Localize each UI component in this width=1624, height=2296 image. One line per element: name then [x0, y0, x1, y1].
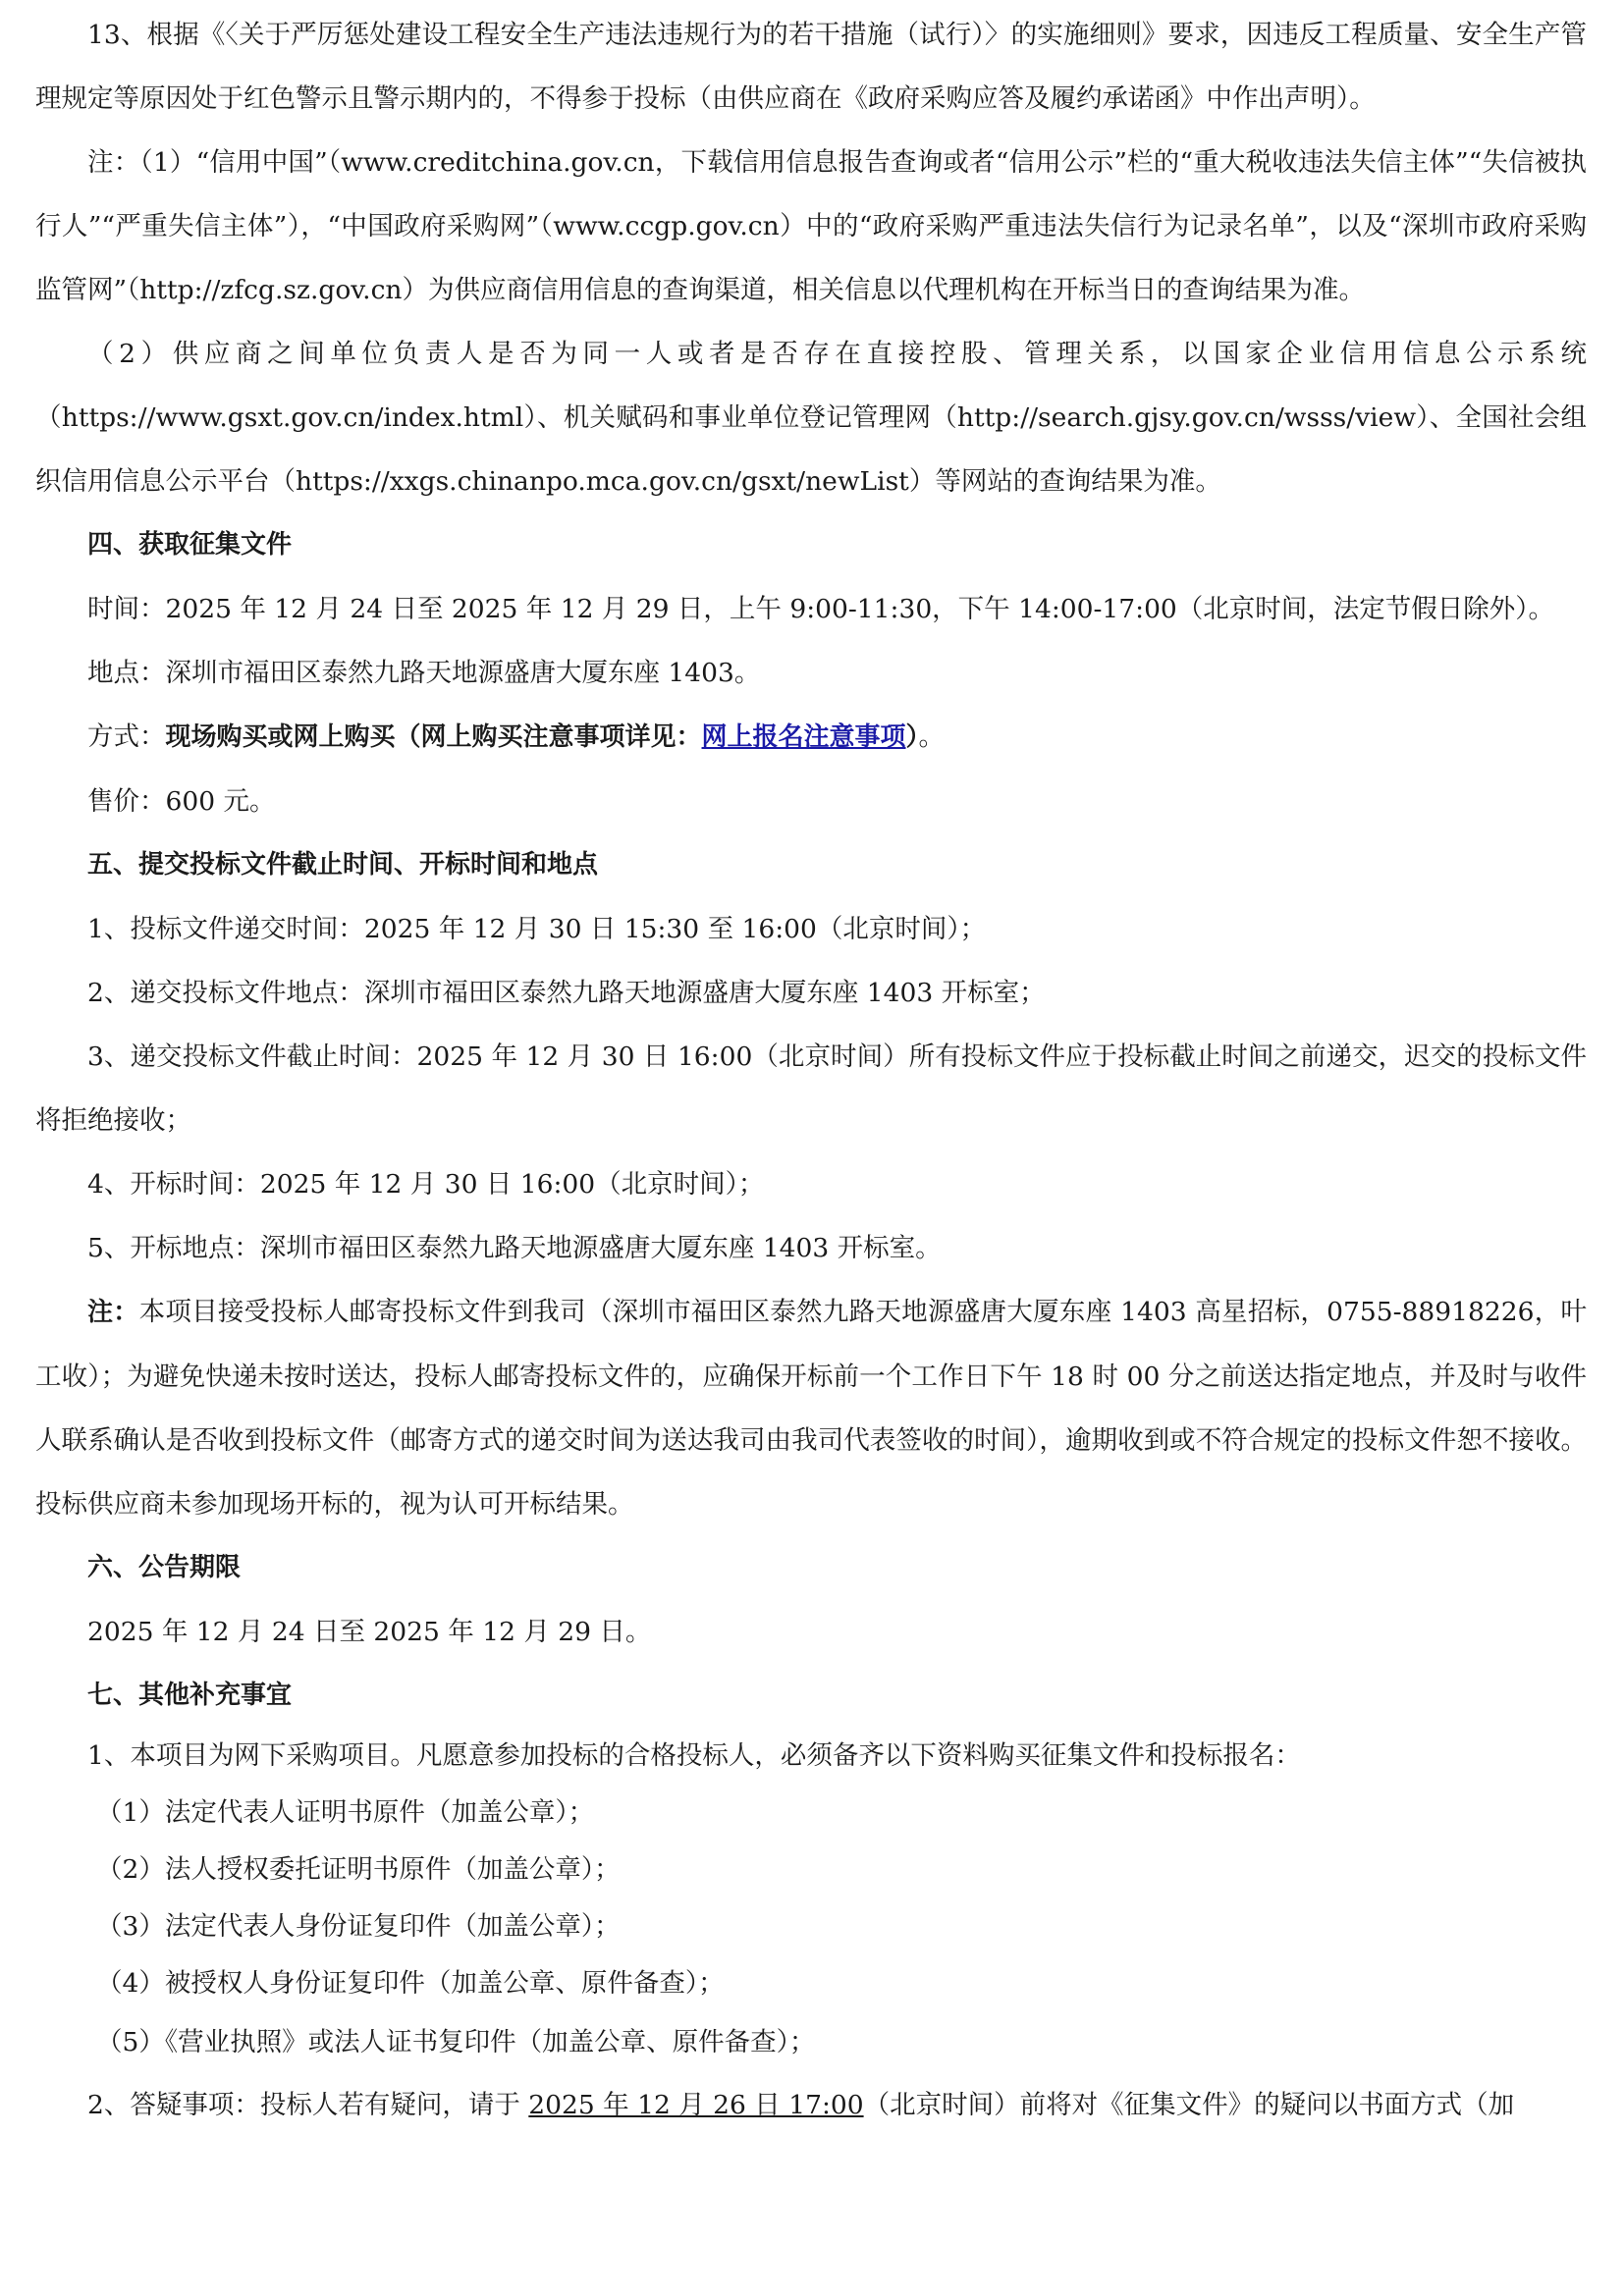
method-end: 。: [918, 721, 946, 752]
submit-time: 1、投标文件递交时间：2025 年 12 月 30 日 15:30 至 16:00（北京时间）；: [87, 914, 987, 944]
clause-13: 13、根据《〈关于严厉惩处建设工程安全生产违法违规行为的若干措施（试行）〉的实施细则》要求，因违反工程质量、安全生产管理规定等原因处于红色警示且警示期内的，不得参于投标（由供应商在《政府采购应答及履约承诺函》中作出声明）。: [35, 20, 1587, 114]
section-4-heading: 四、获取征集文件: [87, 530, 293, 560]
mail-note: [35, 1280, 1587, 1536]
section-6-heading: 六、公告期限: [87, 1553, 242, 1582]
method-text: 现场购买或网上购买（网上购买注意事项详见：: [165, 722, 702, 752]
qa-post: （北京时间）前将对《征集文件》的疑问以书面方式（加: [863, 2090, 1515, 2120]
opening-place: 5、开标地点：深圳市福田区泰然九路天地源盛唐大厦东座 1403 开标室。: [87, 1233, 942, 1263]
note-related-parties: （2）供应商之间单位负责人是否为同一人或者是否存在直接控股、管理关系，以国家企业信用信息公示系统（https://www.gsxt.gov.cn/index.html）、机关赋码和事业单位登记管理网（http://search.gjsy.gov.cn/wsss/view）、全国社会组织信用信息公示平台（https://xxgs.chinanpo.mca.gov.cn/gsxt/newList）等网站的查询结果为准。: [35, 339, 1587, 497]
list-item: （1）法定代表人证明书原件（加盖公章）；: [96, 1797, 595, 1828]
method-close: ）: [905, 722, 919, 752]
qa-date: 2025 年 12 月 26 日 17:00: [528, 2090, 864, 2120]
qa-pre: 2、答疑事项：投标人若有疑问，请于: [87, 2090, 529, 2120]
announcement-period: 2025 年 12 月 24 日至 2025 年 12 月 29 日。: [87, 1617, 652, 1647]
qa-deadline: [35, 2073, 1587, 2137]
list-item: （4）被授权人身份证复印件（加盖公章、原件备查）；: [96, 1968, 725, 1999]
submit-deadline: 3、递交投标文件截止时间：2025 年 12 月 30 日 16:00（北京时间）所有投标文件应于投标截止时间之前递交，迟交的投标文件将拒绝接收；: [35, 1041, 1587, 1136]
acquire-time: 时间：2025 年 12 月 24 日至 2025 年 12 月 29 日，上午 9:00-11:30，下午 14:00-17:00（北京时间，法定节假日除外）。: [87, 594, 1555, 624]
document-page: [35, 0, 1587, 2137]
section-5-heading: 五、提交投标文件截止时间、开标时间和地点: [87, 850, 599, 880]
acquire-place: 地点：深圳市福田区泰然九路天地源盛唐大厦东座 1403。: [87, 658, 761, 688]
section-7-heading: 七、其他补充事宜: [87, 1681, 293, 1710]
online-registration-link[interactable]: 网上报名注意事项: [701, 722, 906, 752]
method-label: 方式：: [87, 721, 166, 752]
offline-procurement-note: 1、本项目为网下采购项目。凡愿意参加投标的合格投标人，必须备齐以下资料购买征集文件和投标报名：: [87, 1740, 1301, 1771]
acquire-price: 售价：600 元。: [87, 786, 276, 817]
list-item: （5）《营业执照》或法人证书复印件（加盖公章、原件备查）；: [96, 2027, 816, 2057]
mail-note-text: 本项目接受投标人邮寄投标文件到我司（深圳市福田区泰然九路天地源盛唐大厦东座 1403 高星招标，0755-88918226，叶工收）；为避免快递未按时送达，投标人邮寄投标文件的，应确保开标前一个工作日下午 18 时 00 分之前送达指定地点，并及时与收件人联系确认是否收到投标文件（邮寄方式的递交时间为送达我司由我司代表签收的时间），逾期收到或不符合规定的投标文件恕不接收。投标供应商未参加现场开标的，视为认可开标结果。: [35, 1297, 1587, 1520]
submit-place: 2、递交投标文件地点：深圳市福田区泰然九路天地源盛唐大厦东座 1403 开标室；: [87, 978, 1046, 1008]
mail-note-label: 注：: [87, 1298, 139, 1327]
list-item: （3）法定代表人身份证复印件（加盖公章）；: [96, 1911, 621, 1942]
acquire-method: [35, 705, 1587, 770]
note-credit-query: 注：（1）“信用中国”（www.creditchina.gov.cn，下载信用信息报告查询或者“信用公示”栏的“重大税收违法失信主体”“失信被执行人”“严重失信主体”），“中国政府采购网”（www.ccgp.gov.cn）中的“政府采购严重违法失信行为记录名单”，以及“深圳市政府采购监管网”（http://zfcg.sz.gov.cn）为供应商信用信息的查询渠道，相关信息以代理机构在开标当日的查询结果为准。: [35, 147, 1587, 305]
list-item: （2）法人授权委托证明书原件（加盖公章）；: [96, 1854, 621, 1885]
opening-time: 4、开标时间：2025 年 12 月 30 日 16:00（北京时间）；: [87, 1169, 765, 1200]
